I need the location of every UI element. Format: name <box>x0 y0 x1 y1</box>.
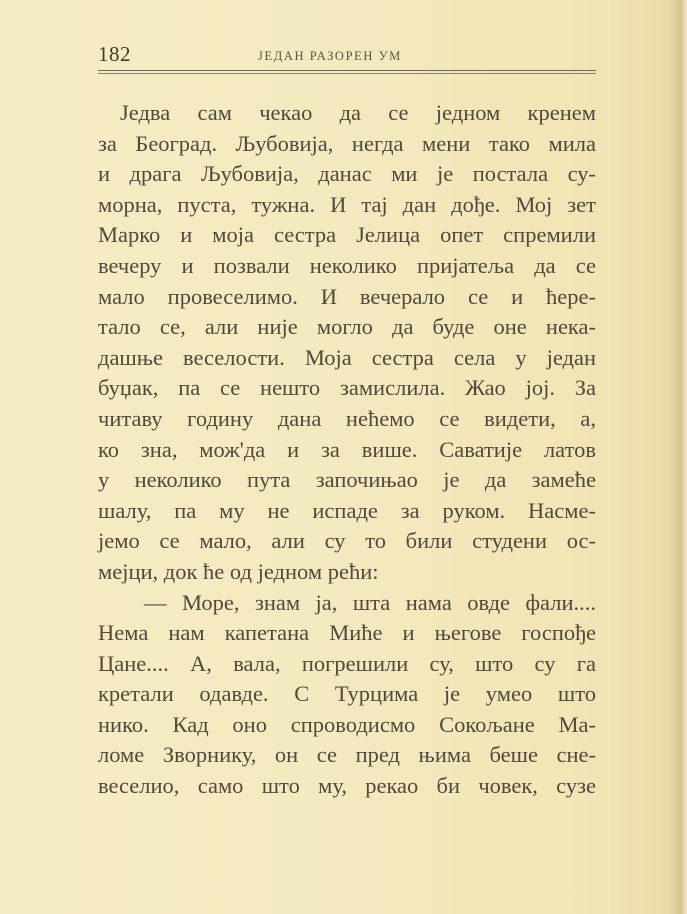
page-number: 182 <box>98 42 131 66</box>
text-line: вечеру и позвали неколико пријатеља да се <box>98 252 596 278</box>
text-line: за Београд. Љубовија, негда мени тако мила <box>98 130 596 156</box>
text-line: морна, пуста, тужна. И тај дан дође. Мој зет <box>98 191 596 217</box>
text-line: јемо се мало, али су то били студени ос- <box>98 528 596 554</box>
text-line: Марко и моја сестра Јелица опет спремили <box>98 222 596 248</box>
page-edge-shadow <box>671 0 687 914</box>
text-line: ко зна, мож'да и за више. Саватије латов <box>98 436 596 462</box>
text-line: мало провеселимо. И вечерало се и ћере- <box>98 283 596 309</box>
text-line: кретали одавде. С Турцима је умео што <box>98 681 596 707</box>
text-line: Једва сам чекао да се једном кренем <box>120 100 596 125</box>
header-rule-secondary <box>98 73 596 74</box>
text-line: Цане.... А, вала, погрешили су, што су га <box>98 650 596 676</box>
text-line: шалу, па му не испаде за руком. Насме- <box>98 497 596 523</box>
text-line: ломе Зворнику, он се пред њима беше сне- <box>98 742 596 768</box>
page-header <box>98 38 596 78</box>
text-line: дашње веселости. Моја сестра села у један <box>98 344 596 370</box>
running-title: ЈЕДАН РАЗОРЕН УМ <box>258 49 402 63</box>
text-line: тало се, али није могло да буде оне нека- <box>98 314 596 340</box>
text-line: и драга Љубовија, данас ми је постала су- <box>98 161 596 187</box>
body-text <box>98 98 596 802</box>
text-line: читаву годину дана нећемо се видети, а, <box>98 405 596 431</box>
text-line: у неколико пута започињао је да замеће <box>98 467 596 493</box>
text-line: нико. Кад оно спроводисмо Сокољане Ма- <box>98 711 596 737</box>
text-line: Нема нам капетана Миће и његове госпође <box>98 620 596 646</box>
header-rule <box>98 70 596 71</box>
text-line: мејци, док ће од једном рећи: <box>98 558 379 584</box>
text-line: веселио, само што му, рекао би човек, сузе <box>98 773 596 799</box>
text-line: буџак, па се нешто замислила. Жао јој. За <box>98 375 596 401</box>
text-line: — Море, знам ја, шта нама овде фали.... <box>144 589 596 615</box>
